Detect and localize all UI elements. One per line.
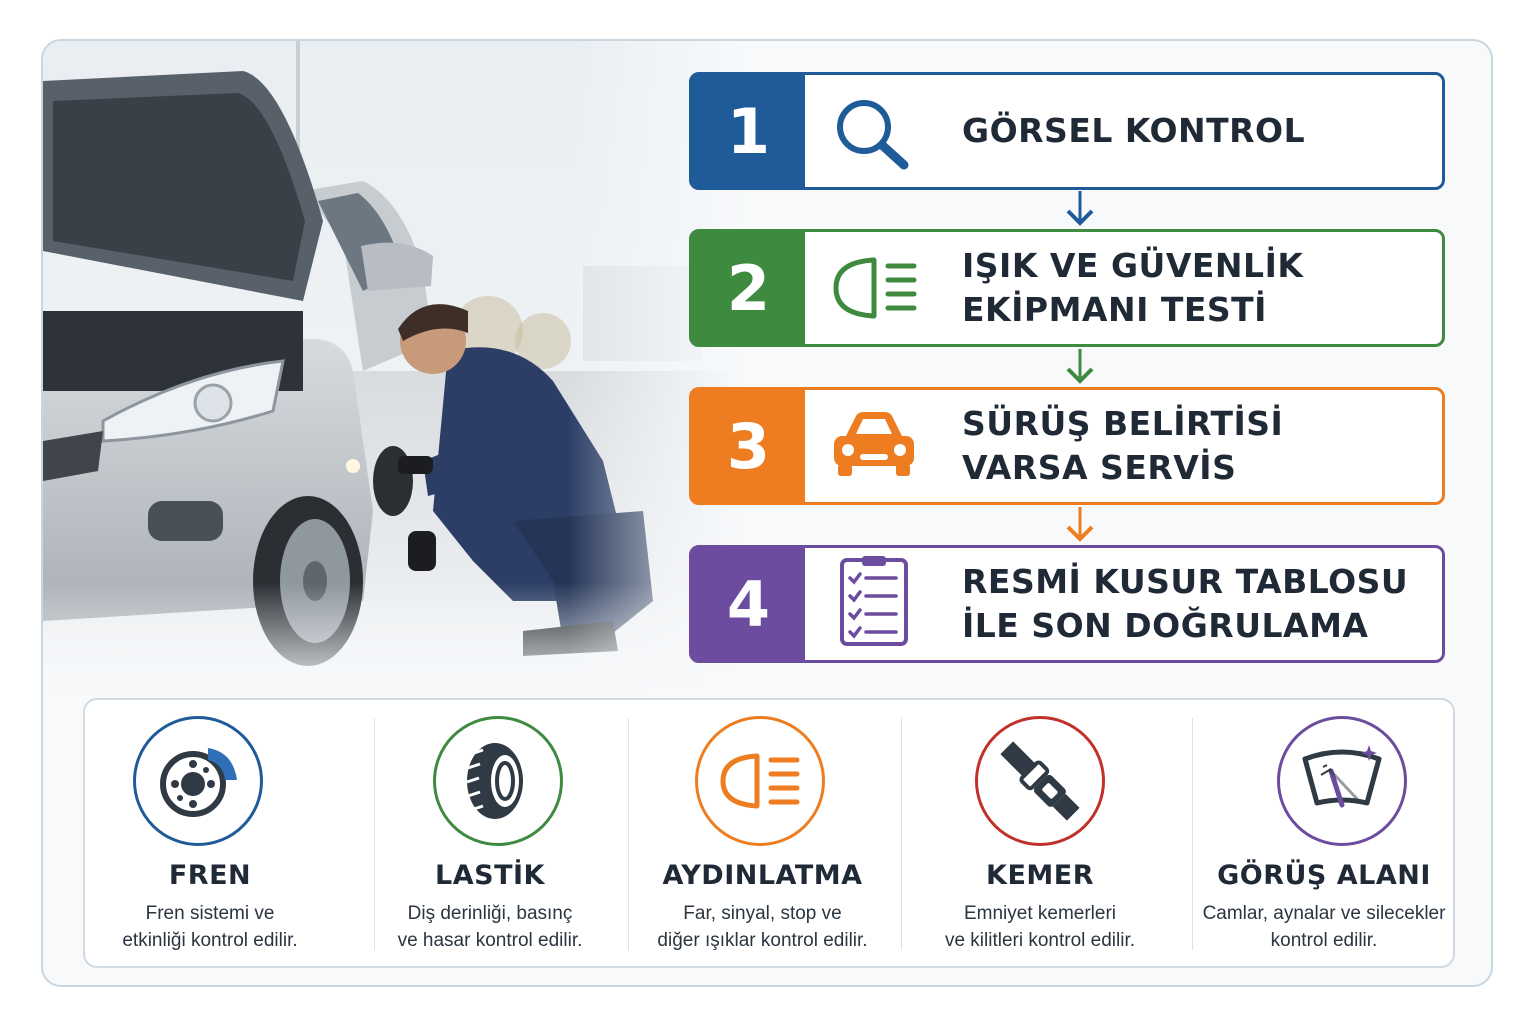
tire-icon <box>433 716 563 846</box>
desc-line: ve hasar kontrol edilir. <box>397 930 583 951</box>
step-4-title <box>962 560 1432 648</box>
divider <box>901 718 902 950</box>
step-1-number: 1 <box>692 75 805 187</box>
seatbelt-icon <box>975 716 1105 846</box>
infographic-frame <box>41 39 1493 987</box>
step-1-title-line-1: GÖRSEL KONTROL <box>962 111 1306 150</box>
divider <box>1192 718 1193 950</box>
checklist-icon <box>824 564 924 644</box>
step-2-title-line-2: EKİPMANI TESTİ <box>962 290 1267 329</box>
category-fren-desc <box>85 900 335 954</box>
windshield-wiper-icon <box>1277 716 1407 846</box>
category-fren-title: FREN <box>168 860 252 891</box>
category-lastik-desc <box>365 900 615 954</box>
step-3-title-line-2: VARSA SERVİS <box>962 448 1237 487</box>
headlight-icon <box>695 716 825 846</box>
desc-line: Emniyet kemerleri <box>963 903 1117 924</box>
arrow-down-icon <box>1060 191 1100 227</box>
inspection-categories-panel <box>83 698 1455 968</box>
category-aydinlatma <box>625 700 900 966</box>
mechanic-car-photo <box>43 41 743 701</box>
category-aydinlatma-desc <box>625 900 900 954</box>
desc-line: ve kilitleri kontrol edilir. <box>944 930 1136 951</box>
step-3-title <box>962 402 1432 490</box>
headlight-icon <box>824 248 924 328</box>
step-3-number: 3 <box>692 390 805 502</box>
step-3-card <box>689 387 1445 505</box>
step-2-title-line-1: IŞIK VE GÜVENLİK <box>962 246 1304 285</box>
category-kemer-title: KEMER <box>986 860 1094 891</box>
arrow-down-icon <box>1060 349 1100 385</box>
brake-disc-icon <box>133 716 263 846</box>
step-3-title-line-1: SÜRÜŞ BELİRTİSİ <box>962 404 1284 443</box>
step-2-card <box>689 229 1445 347</box>
category-aydinlatma-title: AYDINLATMA <box>662 860 863 891</box>
category-lastik-title: LASTİK <box>435 860 545 891</box>
category-gorus-alani-title: GÖRÜŞ ALANI <box>1217 860 1431 891</box>
step-4-card <box>689 545 1445 663</box>
desc-line: kontrol edilir. <box>1270 930 1378 951</box>
step-4-title-line-1: RESMİ KUSUR TABLOSU <box>962 562 1409 601</box>
magnifier-icon <box>824 91 924 171</box>
car-icon <box>824 406 924 486</box>
step-1-card <box>689 72 1445 190</box>
desc-line: Diş derinliği, basınç <box>407 903 573 924</box>
arrow-down-icon <box>1060 507 1100 543</box>
desc-line: Far, sinyal, stop ve <box>683 903 842 924</box>
category-kemer-desc <box>905 900 1175 954</box>
category-fren <box>85 700 335 966</box>
category-lastik <box>365 700 615 966</box>
category-gorus-alani <box>1195 700 1453 966</box>
desc-line: etkinliği kontrol edilir. <box>122 930 298 951</box>
step-2-number: 2 <box>692 232 805 344</box>
step-2-title <box>962 244 1432 332</box>
step-4-number: 4 <box>692 548 805 660</box>
category-gorus-alani-desc <box>1195 900 1453 954</box>
step-4-title-line-2: İLE SON DOĞRULAMA <box>962 606 1369 645</box>
category-kemer <box>905 700 1175 966</box>
step-1-title <box>962 109 1432 153</box>
desc-line: diğer ışıklar kontrol edilir. <box>657 930 868 951</box>
desc-line: Camlar, aynalar ve silecekler <box>1202 903 1446 924</box>
desc-line: Fren sistemi ve <box>145 903 275 924</box>
